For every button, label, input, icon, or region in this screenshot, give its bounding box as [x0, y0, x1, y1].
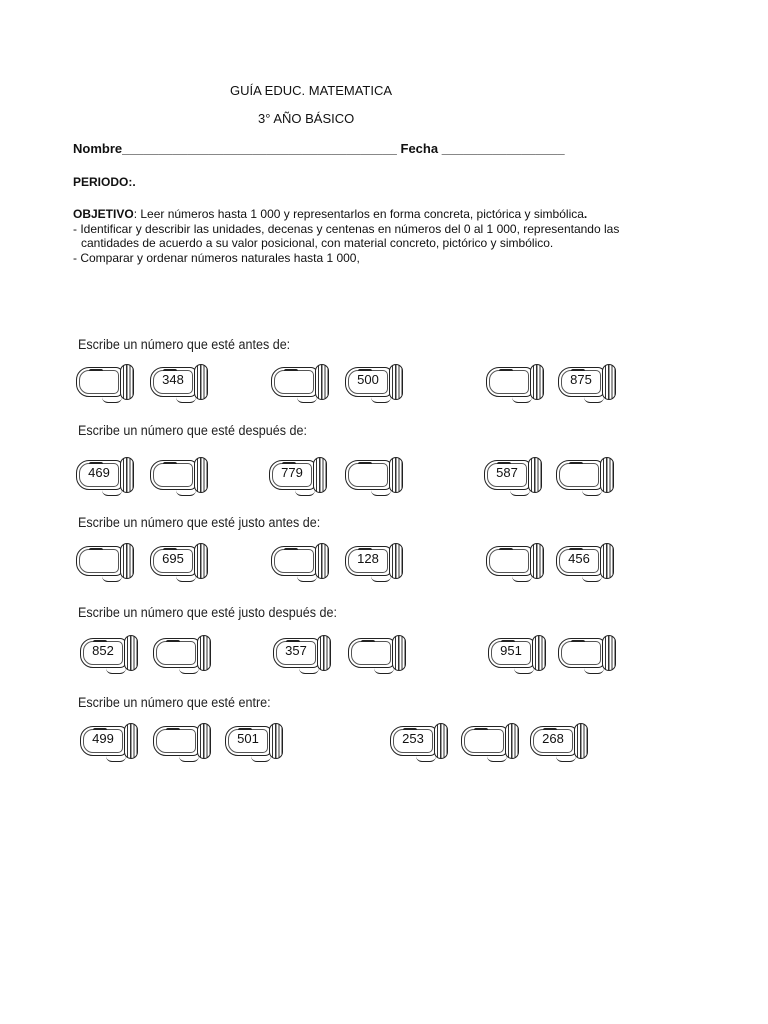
jar-lid: [434, 723, 448, 759]
exercise-prompt: Escribe un número que esté después de:: [78, 423, 307, 438]
jar-highlight: [163, 462, 177, 467]
jar-string: [297, 576, 317, 582]
blank-answer-jar[interactable]: [271, 364, 331, 402]
jar-string: [556, 756, 576, 762]
jar-string: [295, 490, 315, 496]
jar-string: [374, 668, 394, 674]
jar-number: 268: [542, 731, 564, 746]
grade-subtitle: 3° AÑO BÁSICO: [258, 111, 355, 126]
jar-lid: [194, 364, 208, 400]
jar-number: 500: [357, 372, 379, 387]
jar-highlight: [284, 369, 298, 374]
jar-lid: [530, 364, 544, 400]
jar-number: 852: [92, 643, 114, 658]
objective-line-3: cantidades de acuerdo a su valor posicional, con material concreto, pictórico y simbólico.: [81, 236, 554, 250]
jar-lid: [124, 635, 138, 671]
jar-lid: [315, 364, 329, 400]
jar-highlight: [361, 640, 375, 645]
jar-string: [102, 397, 122, 403]
jar-lid: [505, 723, 519, 759]
jar-lid: [389, 364, 403, 400]
blank-answer-jar[interactable]: [153, 723, 213, 761]
date-line: _________________: [441, 141, 565, 156]
jar-number: 875: [570, 372, 592, 387]
objective-line-2: - Identificar y describir las unidades, decenas y centenas en números del 0 al 1 000, representando las: [73, 221, 620, 236]
blank-answer-jar[interactable]: [486, 364, 546, 402]
jar-lid: [389, 543, 403, 579]
exercise-prompt: Escribe un número que esté justo antes de:: [78, 515, 321, 530]
jar-number: 499: [92, 731, 114, 746]
jar-lid: [120, 543, 134, 579]
jar-string: [584, 397, 604, 403]
blank-answer-jar[interactable]: [76, 543, 136, 581]
blank-answer-jar[interactable]: [486, 543, 546, 581]
jar-string: [371, 397, 391, 403]
jar-number: 501: [237, 731, 259, 746]
jar-lid: [269, 723, 283, 759]
jar-lid: [392, 635, 406, 671]
blank-answer-jar[interactable]: [556, 457, 616, 495]
jar-highlight: [499, 369, 513, 374]
jar-number: 128: [357, 551, 379, 566]
jar-lid: [602, 364, 616, 400]
blank-answer-jar[interactable]: [558, 635, 618, 673]
jar-lid: [120, 457, 134, 493]
jar-string: [297, 397, 317, 403]
blank-answer-jar[interactable]: [271, 543, 331, 581]
jar-string: [582, 490, 602, 496]
jar-lid: [530, 543, 544, 579]
number-jar: [556, 543, 616, 581]
blank-answer-jar[interactable]: [76, 364, 136, 402]
jar-string: [102, 490, 122, 496]
jar-string: [179, 668, 199, 674]
blank-answer-jar[interactable]: [153, 635, 213, 673]
jar-lid: [574, 723, 588, 759]
jar-lid: [124, 723, 138, 759]
jar-lid: [194, 543, 208, 579]
exercise-prompt: Escribe un número que esté entre:: [78, 695, 271, 710]
objective-line-4: - Comparar y ordenar números naturales hasta 1 000,: [73, 250, 360, 265]
periodo-label: PERIODO:.: [73, 175, 136, 189]
jar-highlight: [89, 369, 103, 374]
blank-answer-jar[interactable]: [150, 457, 210, 495]
name-label: Nombre: [73, 141, 123, 156]
jar-lid: [602, 635, 616, 671]
jar-highlight: [89, 548, 103, 553]
jar-highlight: [474, 728, 488, 733]
jar-lid: [600, 457, 614, 493]
number-jar: [488, 635, 548, 673]
number-jar: [558, 364, 618, 402]
exercise-prompt: Escribe un número que esté antes de:: [78, 337, 291, 352]
jar-number: 253: [402, 731, 424, 746]
jar-string: [512, 576, 532, 582]
jar-string: [371, 490, 391, 496]
jar-lid: [532, 635, 546, 671]
jar-string: [179, 756, 199, 762]
exercise-prompt: Escribe un número que esté justo después de:: [78, 605, 337, 620]
number-jar: [273, 635, 333, 673]
jar-highlight: [284, 548, 298, 553]
jar-string: [251, 756, 271, 762]
objective-label: OBJETIVO: [73, 207, 134, 221]
number-jar: [345, 543, 405, 581]
jar-lid: [197, 635, 211, 671]
name-date-row: [73, 141, 565, 156]
jar-string: [176, 490, 196, 496]
jar-highlight: [166, 640, 180, 645]
jar-string: [510, 490, 530, 496]
number-jar: [484, 457, 544, 495]
jar-string: [416, 756, 436, 762]
number-jar: [80, 635, 140, 673]
jar-highlight: [499, 548, 513, 553]
jar-lid: [313, 457, 327, 493]
jar-string: [176, 397, 196, 403]
jar-lid: [197, 723, 211, 759]
jar-string: [176, 576, 196, 582]
objective-block: [73, 207, 673, 265]
jar-lid: [120, 364, 134, 400]
jar-string: [514, 668, 534, 674]
number-jar: [150, 543, 210, 581]
objective-line-1: OBJETIVO: Leer números hasta 1 000 y representarlos en forma concreta, pictórica y simbólica.: [73, 207, 588, 221]
number-jar: [530, 723, 590, 761]
blank-answer-jar[interactable]: [345, 457, 405, 495]
jar-number: 779: [281, 465, 303, 480]
number-jar: [269, 457, 329, 495]
jar-number: 357: [285, 643, 307, 658]
jar-lid: [528, 457, 542, 493]
jar-string: [512, 397, 532, 403]
jar-number: 951: [500, 643, 522, 658]
jar-lid: [600, 543, 614, 579]
jar-lid: [315, 543, 329, 579]
jar-number: 348: [162, 372, 184, 387]
jar-number: 469: [88, 465, 110, 480]
jar-lid: [194, 457, 208, 493]
number-jar: [150, 364, 210, 402]
worksheet-title: GUÍA EDUC. MATEMATICA: [230, 83, 393, 98]
number-jar: [345, 364, 405, 402]
number-jar: [80, 723, 140, 761]
jar-number: 456: [568, 551, 590, 566]
jar-lid: [317, 635, 331, 671]
date-label: Fecha: [400, 141, 439, 156]
jar-string: [102, 576, 122, 582]
jar-highlight: [569, 462, 583, 467]
number-jar: [225, 723, 285, 761]
jar-number: 695: [162, 551, 184, 566]
jar-string: [106, 668, 126, 674]
blank-answer-jar[interactable]: [348, 635, 408, 673]
jar-number: 587: [496, 465, 518, 480]
jar-string: [584, 668, 604, 674]
jar-string: [106, 756, 126, 762]
jar-string: [487, 756, 507, 762]
jar-highlight: [166, 728, 180, 733]
jar-string: [371, 576, 391, 582]
number-jar: [390, 723, 450, 761]
blank-answer-jar[interactable]: [461, 723, 521, 761]
jar-highlight: [358, 462, 372, 467]
jar-string: [299, 668, 319, 674]
jar-lid: [389, 457, 403, 493]
number-jar: [76, 457, 136, 495]
jar-string: [582, 576, 602, 582]
name-line: ______________________________________: [122, 141, 397, 156]
jar-highlight: [571, 640, 585, 645]
